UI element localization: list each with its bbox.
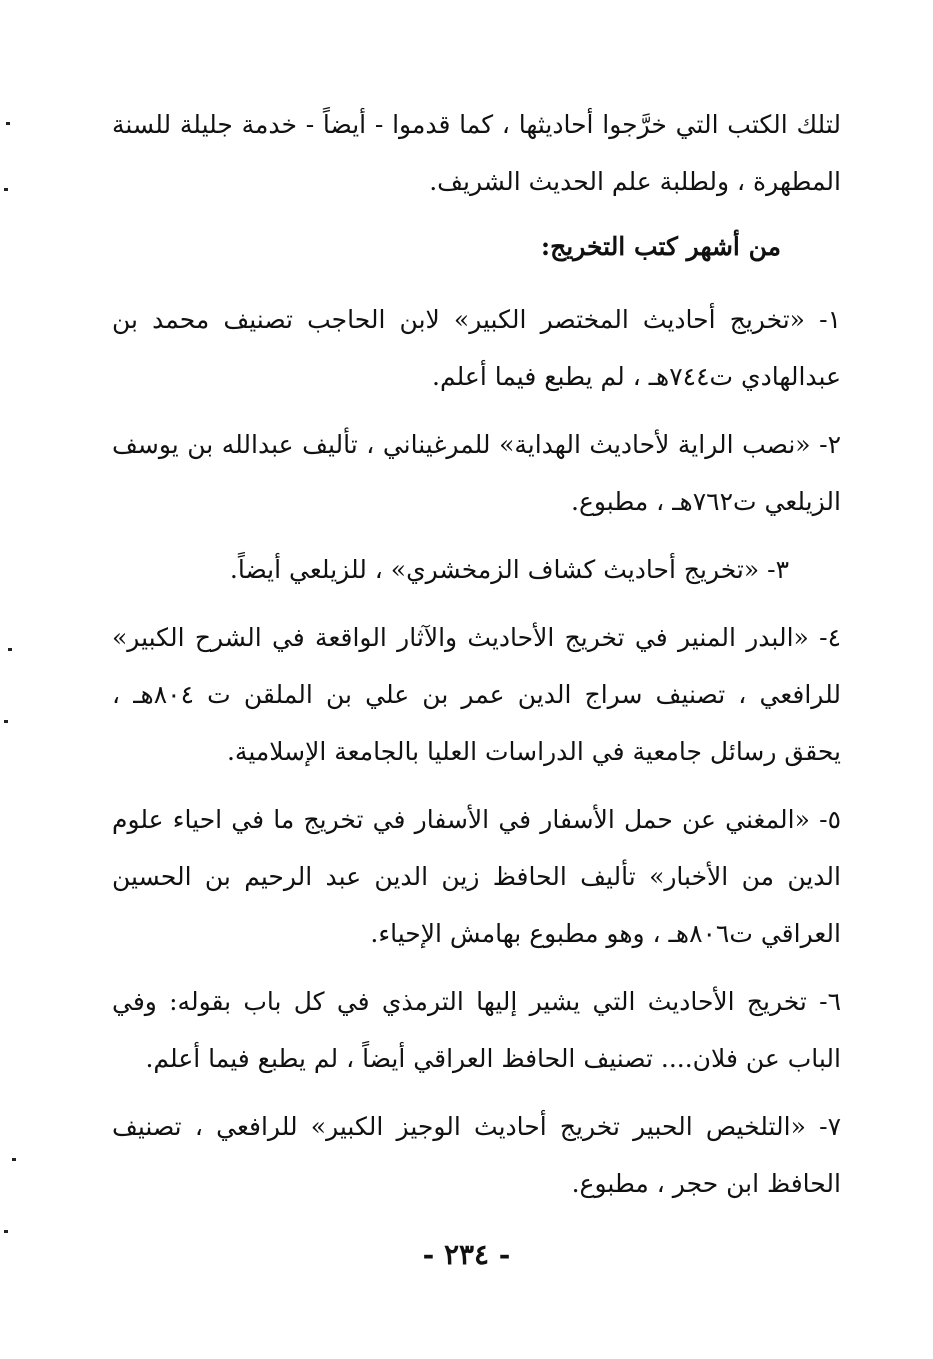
margin-mark bbox=[4, 1230, 8, 1233]
list-item: ١- «تخريج أحاديث المختصر الكبير» لابن الحاجب تصنيف محمد بن عبدالهادي ت٧٤٤هـ ، لم يطبع فيما أعلم. bbox=[112, 305, 841, 391]
intro-paragraph: لتلك الكتب التي خرَّجوا أحاديثها ، كما قدموا - أيضاً - خدمة جليلة للسنة المطهرة ، ولطلبة علم الحديث الشريف. bbox=[112, 110, 841, 196]
margin-mark bbox=[8, 648, 12, 651]
list-item: ٢- «نصب الراية لأحاديث الهداية» للمرغيناني ، تأليف عبدالله بن يوسف الزيلعي ت٧٦٢هـ ، مطبوع. bbox=[112, 430, 841, 516]
list-item: ٦- تخريج الأحاديث التي يشير إليها الترمذي في كل باب بقوله: وفي الباب عن فلان.... تصنيف الحافظ العراقي أيضاً ، لم يطبع فيما أعلم. bbox=[112, 987, 841, 1073]
margin-mark bbox=[6, 122, 10, 125]
list-item: ٧- «التلخيص الحبير تخريج أحاديث الوجيز الكبير» للرافعي ، تصنيف الحافظ ابن حجر ، مطبوع. bbox=[112, 1112, 841, 1198]
list-item: ٣- «تخريج أحاديث كشاف الزمخشري» ، للزيلعي أيضاً. bbox=[229, 555, 789, 584]
page-number: - ٢٣٤ - bbox=[422, 1238, 511, 1271]
margin-mark bbox=[4, 720, 8, 723]
list-item: ٥- «المغني عن حمل الأسفار في الأسفار في تخريج ما في احياء علوم الدين من الأخبار» تأليف الحافظ زين الدين عبد الرحيم بن الحسين العراقي ت٨٠٦هـ ، وهو مطبوع بهامش الإحياء. bbox=[112, 805, 841, 948]
body-text bbox=[112, 96, 841, 1223]
section-heading: من أشهر كتب التخريج: bbox=[540, 232, 781, 261]
margin-mark bbox=[4, 188, 8, 191]
list-item: ٤- «البدر المنير في تخريج الأحاديث والآثار الواقعة في الشرح الكبير» للرافعي ، تصنيف سراج الدين عمر بن علي بن الملقن ت ٨٠٤هـ ، يحقق رسائل جامعية في الدراسات العليا بالجامعة الإسلامية. bbox=[112, 623, 841, 766]
margin-mark bbox=[12, 1158, 16, 1161]
